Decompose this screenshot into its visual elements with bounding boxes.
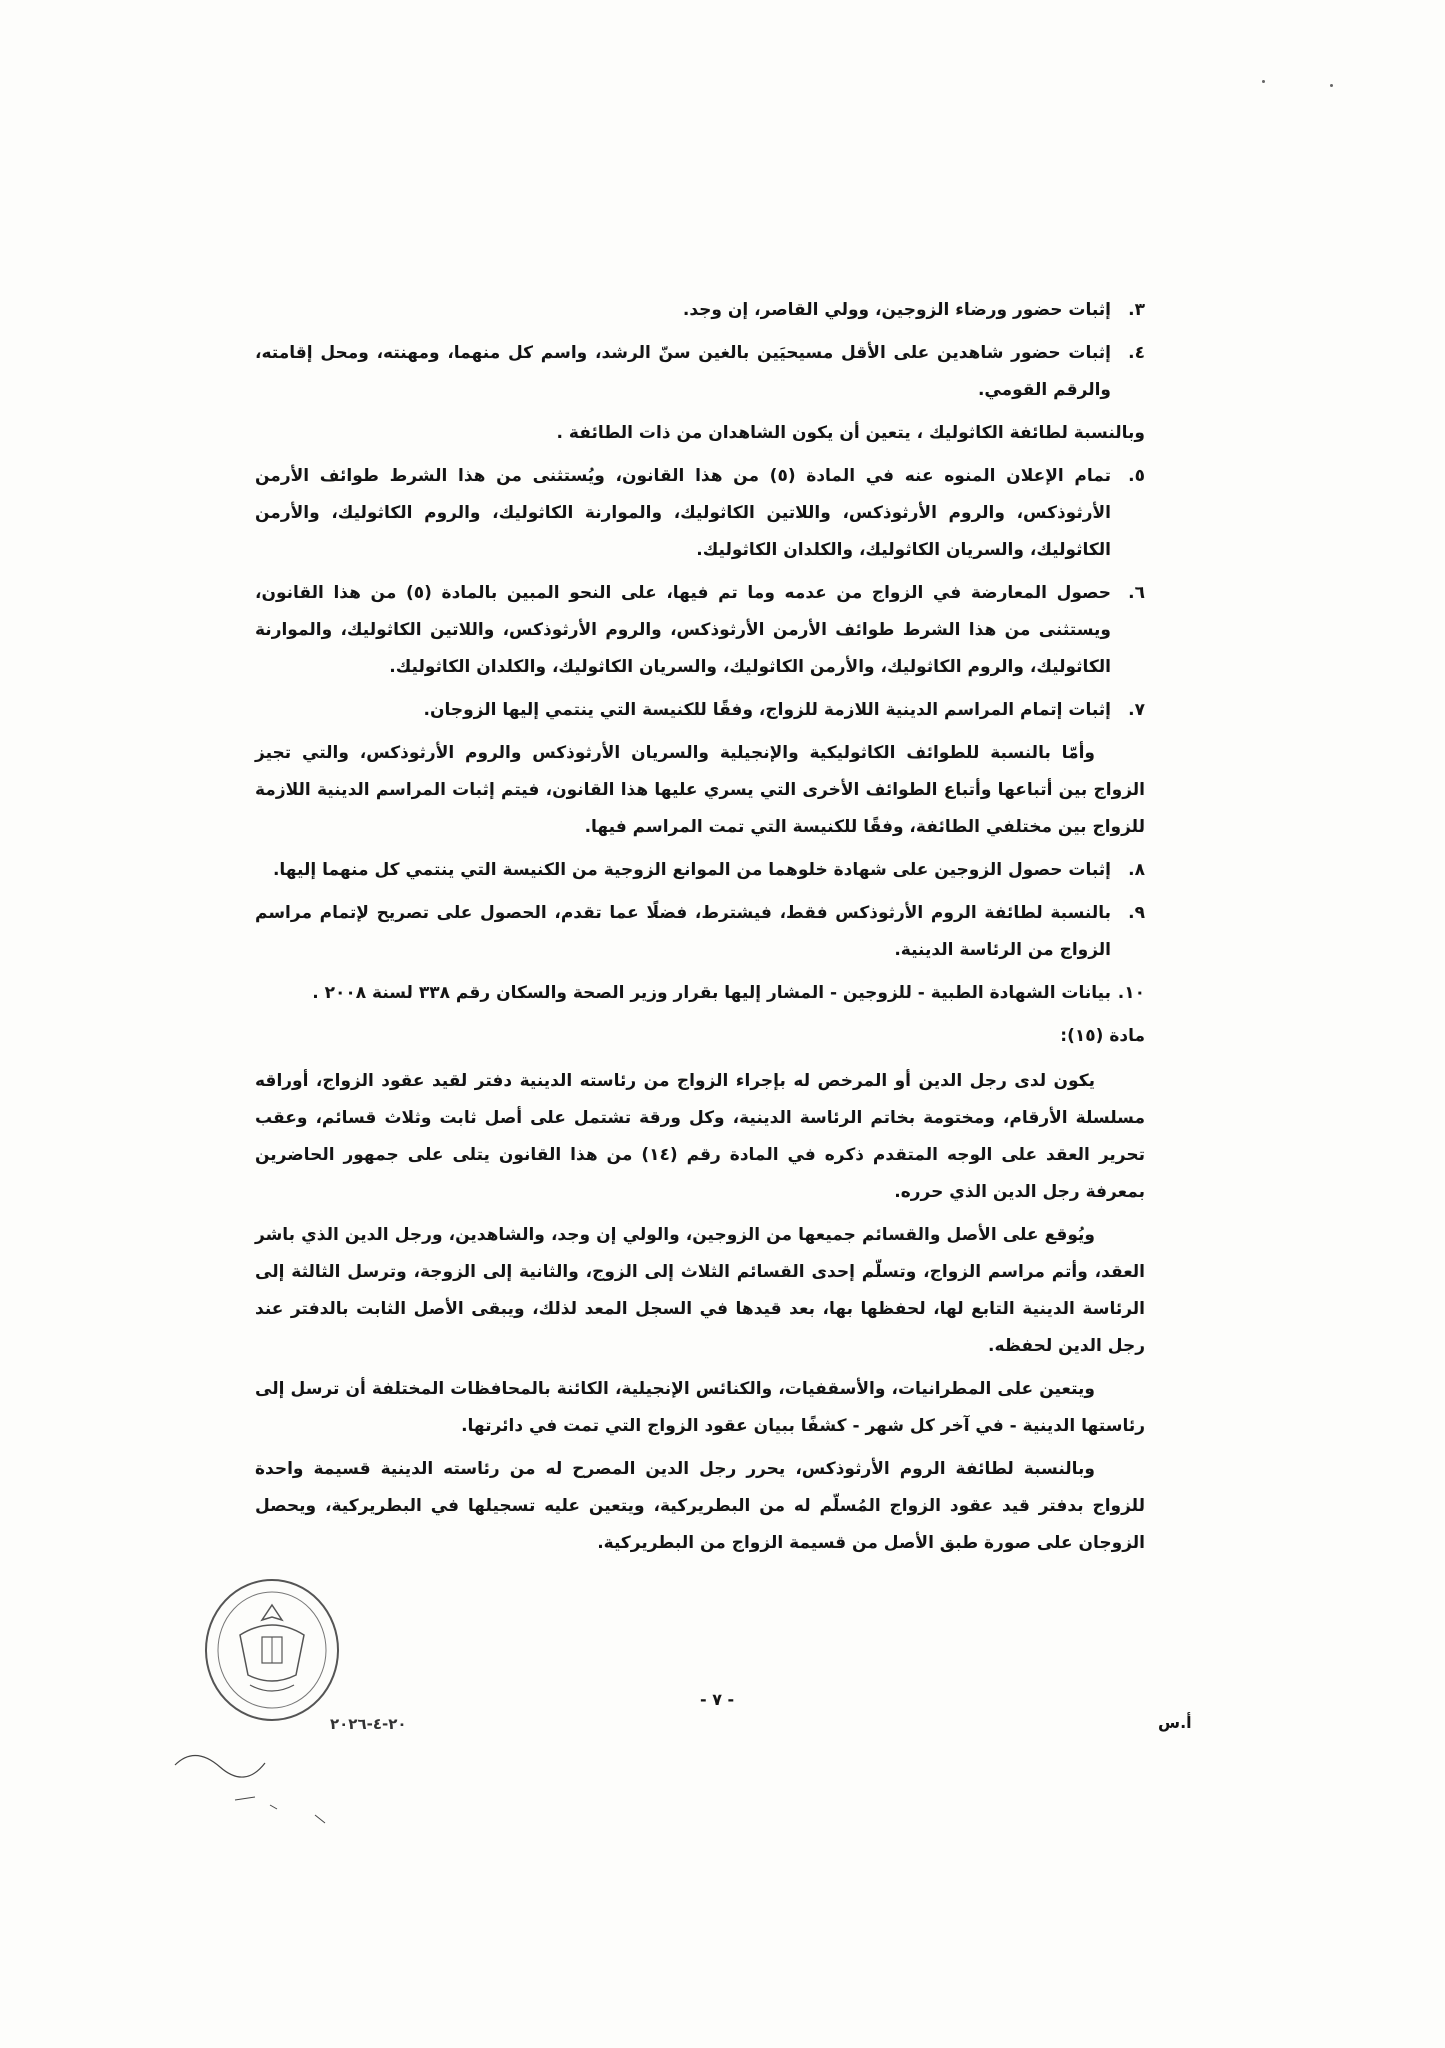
official-seal-icon [200, 1575, 345, 1725]
article-paragraph: ويتعين على المطرانيات، والأسقفيات، والكنائس الإنجيلية، الكائنة بالمحافظات المختلفة أن ترسل إلى رئاستها الدينية - في آخر كل شهر - كشفًا ببيان عقود الزواج التي تمت في دائرتها. [255, 1379, 1145, 1436]
article-heading: مادة (١٥): [1060, 1026, 1145, 1046]
seal-date: ٢٠-٤-٢٠٢٦ [330, 1715, 407, 1733]
list-item-text: إثبات إتمام المراسم الدينية اللازمة للزواج، وفقًا للكنيسة التي ينتمي إليها الزوجان. [423, 700, 1111, 720]
list-item-number: ٧. [1128, 700, 1145, 720]
list-item [255, 895, 1145, 969]
list-item-number: ٦. [1128, 583, 1145, 603]
list-item-number: ٩. [1128, 903, 1145, 923]
list-item-text: إثبات حصول الزوجين على شهادة خلوهما من الموانع الزوجية من الكنيسة التي ينتمي كل منهما إليها. [272, 860, 1111, 880]
catholic-witness-note: وبالنسبة لطائفة الكاثوليك ، يتعين أن يكون الشاهدان من ذات الطائفة . [556, 423, 1145, 443]
scan-speck [1330, 84, 1333, 87]
scan-speck [1262, 80, 1265, 83]
handwritten-signature-icon [165, 1705, 365, 1845]
list-item-number: ٨. [1128, 860, 1145, 880]
author-initials: أ.س [1158, 1713, 1192, 1732]
article-paragraph: ويُوقع على الأصل والقسائم جميعها من الزوجين، والولي إن وجد، والشاهدين، ورجل الدين الذي باشر العقد، وأتم مراسم الزواج، وتسلّم إحدى القسائم الثلاث إلى الزوج، والثانية إلى الزوجة، وترسل الثالثة إلى الرئاسة الدينية التابع لها، لحفظها بها، بعد قيدها في السجل المعد لذلك، ويبقى الأصل الثابت بالدفتر عند رجل الدين لحفظه. [255, 1225, 1145, 1356]
page-number: - ٧ - [700, 1690, 735, 1709]
list-item-text: بالنسبة لطائفة الروم الأرثوذكس فقط، فيشترط، فضلًا عما تقدم، الحصول على تصريح لإتمام مراسم الزواج من الرئاسة الدينية. [255, 903, 1111, 960]
list-item [255, 292, 1145, 329]
list-item [255, 575, 1145, 686]
list-item-number: ٤. [1128, 343, 1145, 363]
article-paragraph: يكون لدى رجل الدين أو المرخص له بإجراء الزواج من رئاسته الدينية دفتر لقيد عقود الزواج، أوراقه مسلسلة الأرقام، ومختومة بخاتم الرئاسة الدينية، وكل ورقة تشتمل على أصل ثابت وثلاث قسائم، وعقب تحرير العقد على الوجه المتقدم ذكره في المادة رقم (١٤) من هذا القانون يتلى على جمهور الحاضرين بمعرفة رجل الدين الذي حرره. [255, 1071, 1145, 1202]
list-item [255, 852, 1145, 889]
list-item [255, 458, 1145, 569]
list-item-text: حصول المعارضة في الزواج من عدمه وما تم فيها، على النحو المبين بالمادة (٥) من هذا القانون، ويستثنى من هذا الشرط طوائف الأرمن الأرثوذكس، والروم الأرثوذكس، واللاتين الكاثوليك، والموارنة الكاثوليك، والروم الكاثوليك، والأرمن الكاثوليك، والسريان الكاثوليك، والكلدان الكاثوليك. [255, 583, 1112, 677]
list-item-text: تمام الإعلان المنوه عنه في المادة (٥) من هذا القانون، ويُستثنى من هذا الشرط طوائف الأرمن الأرثوذكس، والروم الأرثوذكس، واللاتين الكاثوليك، والموارنة الكاثوليك، والروم الكاثوليك، والأرمن الكاثوليك، والسريان الكاثوليك، والكلدان الكاثوليك. [255, 466, 1111, 560]
list-item [255, 692, 1145, 729]
article-paragraph: وبالنسبة لطائفة الروم الأرثوذكس، يحرر رجل الدين المصرح له من رئاسته الدينية قسيمة واحدة للزواج بدفتر قيد عقود الزواج المُسلّم له من البطريركية، ويتعين عليه تسجيلها في البطريركية، ويحصل الزوجان على صورة طبق الأصل من قسيمة الزواج من البطريركية. [255, 1459, 1145, 1553]
list-item [255, 975, 1145, 1012]
list-item-text: إثبات حضور ورضاء الزوجين، وولي القاصر، إن وجد. [682, 300, 1111, 320]
list-item-number: ١٠. [1117, 983, 1145, 1003]
list-item-text: بيانات الشهادة الطبية - للزوجين - المشار إليها بقرار وزير الصحة والسكان رقم ٣٣٨ لسنة ٢٠٠٨ . [312, 983, 1111, 1003]
document-body [255, 292, 1145, 1568]
mixed-denomination-note: وأمّا بالنسبة للطوائف الكاثوليكية والإنجيلية والسريان الأرثوذكس والروم الأرثوذكس، والتي تجيز الزواج بين أتباعها وأتباع الطوائف الأخرى التي يسري عليها هذا القانون، فيتم إثبات المراسم الدينية اللازمة للزواج بين مختلفي الطائفة، وفقًا للكنيسة التي تمت المراسم فيها. [255, 743, 1145, 837]
list-item-number: ٥. [1128, 466, 1145, 486]
list-item [255, 335, 1145, 409]
list-item-text: إثبات حضور شاهدين على الأقل مسيحيَين بالغين سنّ الرشد، واسم كل منهما، ومهنته، ومحل إقامته، والرقم القومي. [255, 343, 1111, 400]
list-item-number: ٣. [1128, 300, 1145, 320]
